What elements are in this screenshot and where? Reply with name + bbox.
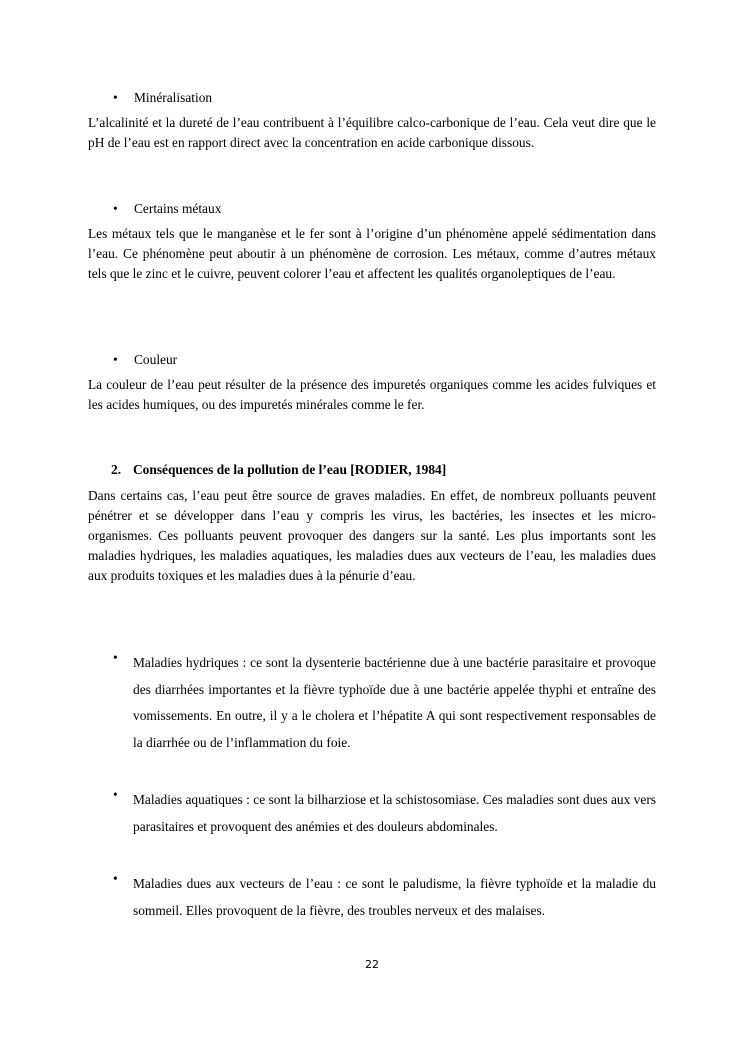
paragraph-mineralisation: [88, 113, 656, 153]
bullet-heading-label: Certains métaux: [134, 201, 222, 216]
bullet-heading-metaux: [113, 201, 221, 217]
bullet-heading-couleur: [113, 352, 177, 368]
bullet-heading-mineralisation: [113, 90, 212, 106]
bullet-dot: •: [113, 352, 118, 367]
paragraph-couleur: [88, 375, 656, 415]
paragraph-text: Les métaux tels que le manganèse et le fer sont à l’origine d’un phénomène appelé sédimentation dans l’eau. Ce phénomène peut aboutir à un phénomène de corrosion. Les métaux, comme d’autres métaux tels que le zinc et le cuivre, peuvent colorer l’eau et affectent les qualités organoleptiques de l’eau.: [88, 226, 656, 281]
section-title: Conséquences de la pollution de l’eau [RODIER, 1984]: [133, 462, 447, 477]
list-item-text: Maladies hydriques : ce sont la dysenterie bactérienne due à une bactérie parasitaire et provoque des diarrhées importantes et la fièvre typhoïde due à une bactérie appelée thyphi et entraîne des vomissements. En outre, il y a le cholera et l’hépatite A qui sont respectivement responsables de la diarrhée ou de l’inflammation du foie.: [133, 655, 656, 750]
list-item-maladies-vecteurs: [113, 871, 656, 924]
section-number: 2.: [111, 462, 122, 477]
list-item-text: Maladies aquatiques : ce sont la bilharziose et la schistosomiase. Ces maladies sont dues aux vers parasitaires et provoquent des anémies et des douleurs abdominales.: [133, 792, 656, 834]
section-heading: [111, 462, 446, 478]
list-item-maladies-aquatiques: [113, 787, 656, 840]
list-item-maladies-hydriques: [113, 650, 656, 756]
paragraph-intro: [88, 486, 656, 586]
bullet-dot: •: [113, 787, 118, 802]
bullet-dot: •: [113, 201, 118, 216]
bullet-dot: •: [113, 650, 118, 665]
paragraph-text: L’alcalinité et la dureté de l’eau contribuent à l’équilibre calco-carbonique de l’eau. Cela veut dire que le pH de l’eau est en rapport direct avec la concentration en acide carbonique dissous.: [88, 115, 656, 150]
paragraph-text: La couleur de l’eau peut résulter de la présence des impuretés organiques comme les acides fulviques et les acides humiques, ou des impuretés minérales comme le fer.: [88, 377, 656, 412]
list-item-text: Maladies dues aux vecteurs de l’eau : ce sont le paludisme, la fièvre typhoïde et la maladie du sommeil. Elles provoquent de la fièvre, des troubles nerveux et des malaises.: [133, 876, 656, 918]
bullet-dot: •: [113, 90, 118, 105]
paragraph-text: Dans certains cas, l’eau peut être source de graves maladies. En effet, de nombreux polluants peuvent pénétrer et se développer dans l’eau y compris les virus, les bactéries, les insectes et les micro-organismes. Ces polluants peuvent provoquer des dangers sur la santé. Les plus importants sont les maladies hydriques, les maladies aquatiques, les maladies dues aux vecteurs de l’eau, les maladies dues aux produits toxiques et les maladies dues à la pénurie d’eau.: [88, 488, 656, 583]
paragraph-metaux: [88, 224, 656, 284]
bullet-heading-label: Minéralisation: [134, 90, 213, 105]
bullet-dot: •: [113, 871, 118, 886]
page-number: 22: [365, 958, 379, 971]
bullet-heading-label: Couleur: [134, 352, 178, 367]
